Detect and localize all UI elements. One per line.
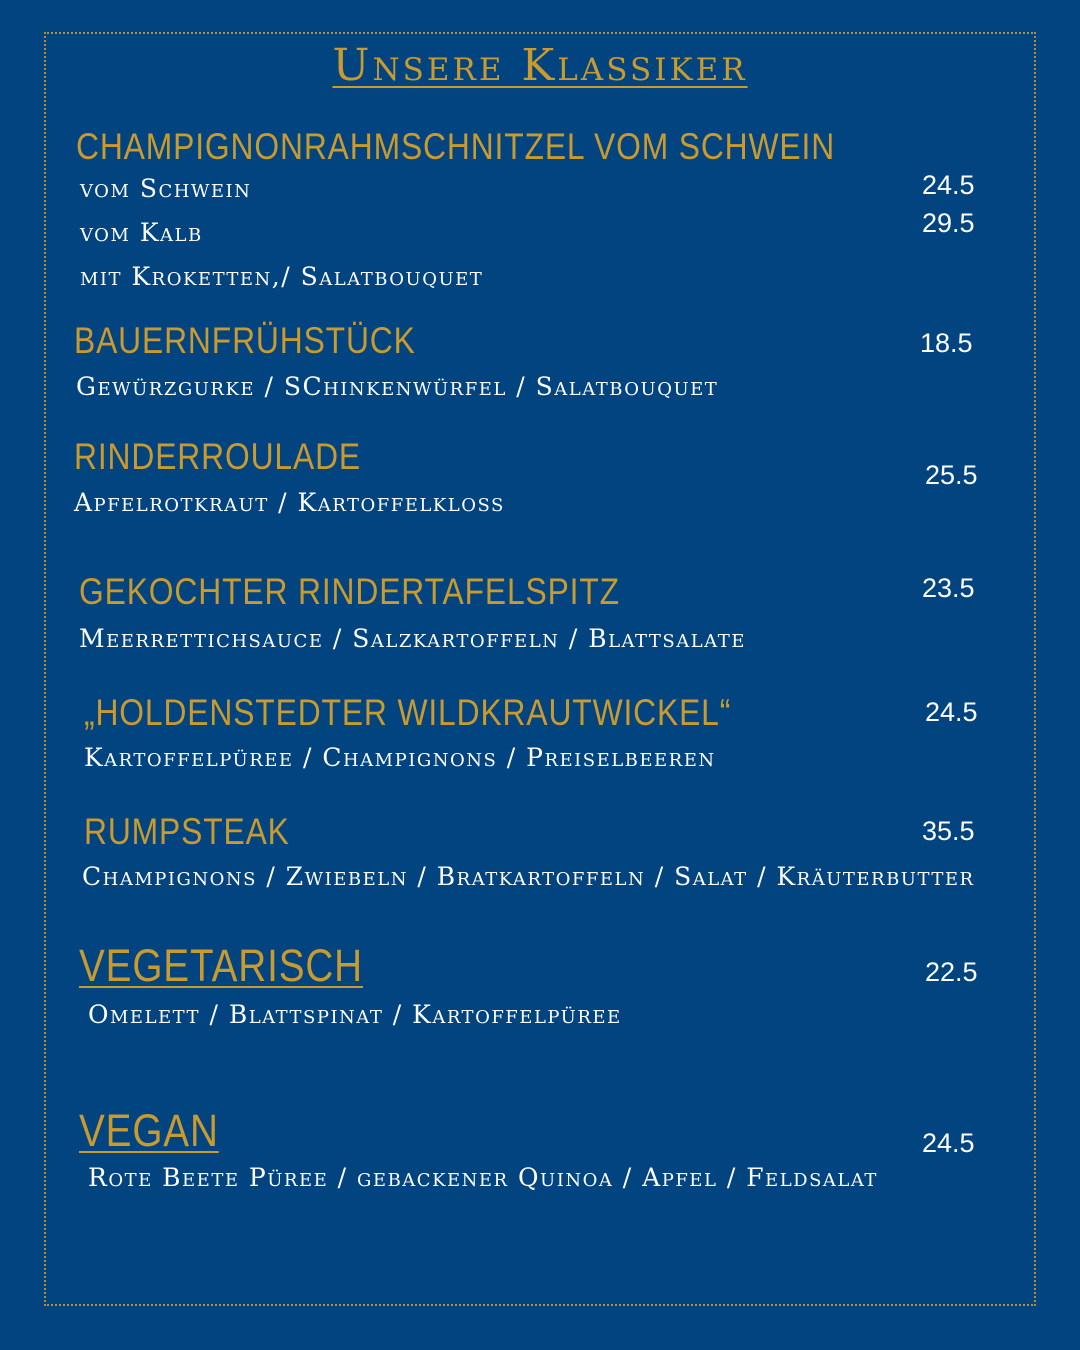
dish-price: 23.5: [922, 573, 975, 603]
dish-price: 22.5: [925, 957, 978, 987]
dish-description: Apfelrotkraut / Kartoffelkloss: [74, 488, 505, 517]
dish-name: BAUERNFRÜHSTÜCK: [74, 320, 416, 361]
dish-name: „HOLDENSTEDTER WILDKRAUTWICKEL“: [84, 692, 732, 733]
dish-price: 18.5: [920, 328, 973, 358]
dish-description: mit Kroketten,/ Salatbouquet: [80, 262, 484, 291]
dish-description: Rote Beete Püree / gebackener Quinoa / Apfel / Feldsalat: [88, 1163, 878, 1192]
dish-name: GEKOCHTER RINDERTAFELSPITZ: [79, 571, 620, 612]
dish-name: VEGETARISCH: [79, 940, 363, 991]
dish-option: vom Kalb: [80, 218, 203, 247]
dish-description: Omelett / Blattspinat / Kartoffelpüree: [88, 1000, 622, 1029]
dish-name: RINDERROULADE: [74, 436, 361, 477]
dish-price: 35.5: [922, 816, 975, 846]
menu-title: Unsere Klassiker: [332, 40, 748, 91]
dish-name: VEGAN: [79, 1105, 219, 1156]
dish-description: Gewürzgurke / SChinkenwürfel / Salatbouquet: [76, 372, 719, 401]
dish-description: Kartoffelpüree / Champignons / Preiselbeeren: [84, 743, 716, 772]
dish-price: 29.5: [922, 208, 975, 238]
dish-option: vom Schwein: [80, 174, 252, 203]
dish-description: Champignons / Zwiebeln / Bratkartoffeln / Salat / Kräuterbutter: [82, 862, 975, 891]
dish-name: RUMPSTEAK: [84, 811, 290, 852]
dish-price: 25.5: [925, 460, 978, 490]
dish-description: Meerrettichsauce / Salzkartoffeln / Blattsalate: [79, 624, 746, 653]
dish-price: 24.5: [922, 170, 975, 200]
dish-price: 24.5: [922, 1128, 975, 1158]
dish-price: 24.5: [925, 697, 978, 727]
dish-name: CHAMPIGNONRAHMSCHNITZEL VOM SCHWEIN: [76, 126, 836, 167]
